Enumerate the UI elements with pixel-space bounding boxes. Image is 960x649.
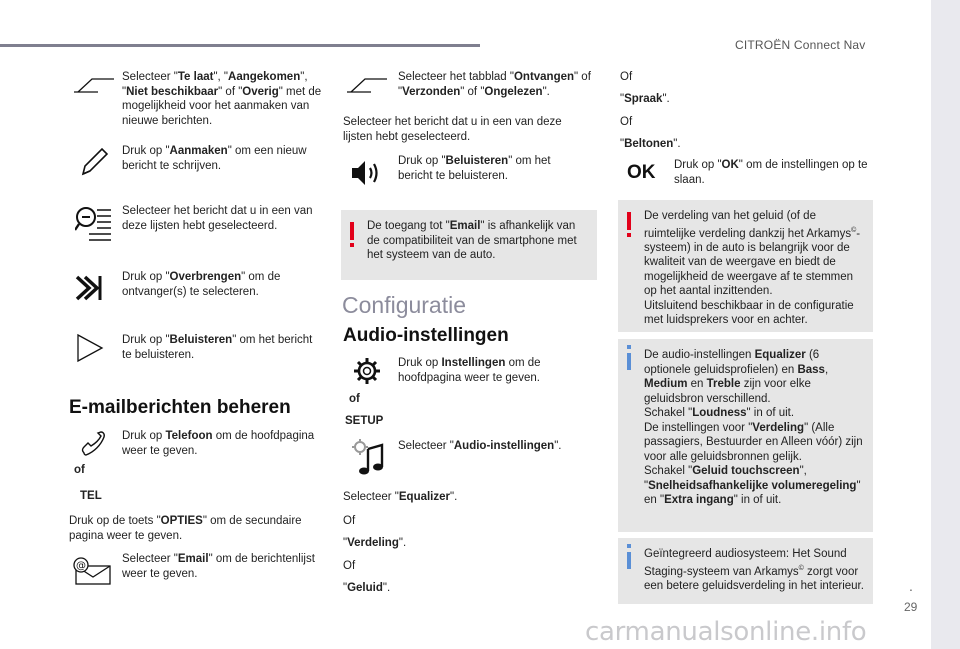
warning-icon (350, 222, 354, 240)
heading-email: E-mailberichten beheren (69, 397, 291, 418)
play-icon (76, 333, 104, 363)
col2-of-1: Of (343, 515, 356, 527)
info-note-staging (618, 538, 873, 604)
pencil-icon (80, 145, 108, 177)
col2-line-geluid: "Geluid". (343, 582, 391, 594)
email-envelope-icon (72, 556, 112, 586)
col2-step-settings: Druk op Instellingen om de hoofdpagina weer te geven. (398, 357, 541, 384)
col1-step-phone: Druk op Telefoon om de hoofdpagina weer te geven. (122, 430, 315, 457)
col2-step-listen: Druk op "Beluisteren" om het bericht te beluisteren. (398, 155, 551, 182)
ok-label: OK (627, 162, 656, 183)
parallelogram-icon (72, 76, 116, 94)
col3-of-2: Of (620, 116, 633, 128)
gear-icon (352, 356, 382, 386)
svg-text:@: @ (76, 560, 86, 572)
section-title: Configuratie (342, 292, 467, 318)
tel-label: TEL (80, 490, 102, 502)
col3-of-1: Of (620, 71, 633, 83)
col1-step-create: Druk op "Aanmaken" om een nieuw bericht te schrijven. (122, 145, 307, 172)
col1-step-status: Selecteer "Te laat", "Aangekomen", "Niet beschikbaar" of "Overig" met de mogelijkheid voor het aanmaken van nieuwe berichten. (122, 71, 322, 127)
phone-icon (80, 431, 106, 457)
or-label-col1: of (74, 464, 85, 476)
col3-line-spraak: "Spraak". (620, 93, 670, 105)
col1-para-options: Druk op de toets "OPTIES" om de secundaire pagina weer te geven. (69, 515, 302, 542)
heading-audio: Audio-instellingen (343, 325, 509, 346)
or-label-col2: of (349, 393, 360, 405)
page-edge-strip (931, 0, 960, 649)
warning-icon (627, 212, 631, 230)
col2-para-equalizer: Selecteer "Equalizer". (343, 491, 458, 503)
col2-para-select: Selecteer het bericht dat u in een van deze lijsten hebt geselecteerd. (343, 116, 562, 143)
col2-of-2: Of (343, 560, 356, 572)
col1-step-listen: Druk op "Beluisteren" om het bericht te beluisteren. (122, 334, 313, 361)
warning-text: De verdeling van het geluid (of de ruimtelijke verdeling dankzij het Arkamys©-systeem) in de auto is belangrijk voor de kwaliteit van de weergave en biedt de mogelijkheid de weergave af te stemmen op het aantal inzittenden. Uitsluitend beschikbaar in de configuratie met luidsprekers voor en achter. (644, 210, 861, 327)
col1-step-forward: Druk op "Overbrengen" om de ontvanger(s) te selecteren. (122, 271, 281, 298)
col2-line-verdeling: "Verdeling". (343, 537, 407, 549)
page-number: 29 (904, 600, 918, 614)
col1-step-email: Selecteer "Email" om de berichtenlijst weer te geven. (122, 553, 315, 580)
message-list-icon (75, 200, 113, 246)
warning-note-email (341, 210, 597, 280)
col1-step-select: Selecteer het bericht dat u in een van deze lijsten hebt geselecteerd. (122, 205, 313, 232)
forward-icon (75, 273, 105, 303)
setup-label: SETUP (345, 415, 384, 427)
info-text: Geïntegreerd audiosysteem: Het Sound Staging-systeem van Arkamys© zorgt voor een betere geluidsverdeling in het interieur. (644, 548, 864, 592)
col2-step-tabs: Selecteer het tabblad "Ontvangen" of "Verzonden" of "Ongelezen". (398, 71, 591, 98)
warning-note-arkamys (618, 200, 873, 332)
info-text: De audio-instellingen Equalizer (6 optionele geluidsprofielen) en Bass, Medium en Treble zijn voor elke geluidsbron verschillend. Schakel "Loudness" in of uit. De instellingen voor "Verdeling" (Alle passagiers, Bestuurder en Alleen vóór) zijn voor alle geluidsbronnen gelijk. Schakel "Geluid touchscreen", "Snelheidsafhankelijke volumeregeling" en "Extra ingang" in of uit. (644, 349, 863, 506)
continue-mark: . (909, 578, 913, 594)
info-icon (627, 552, 631, 569)
col2-step-audio: Selecteer "Audio-instellingen". (398, 440, 562, 452)
speaker-icon (350, 158, 384, 188)
col3-line-beltonen: "Beltonen". (620, 138, 681, 150)
parallelogram-icon (345, 76, 389, 94)
warning-text: De toegang tot "Email" is afhankelijk van de compatibiliteit van de smartphone met het systeem van de auto. (367, 220, 577, 261)
brand-header: CITROËN Connect Nav (735, 38, 866, 52)
col3-step-ok: Druk op "OK" om de instellingen op te slaan. (674, 159, 868, 186)
audio-settings-icon (350, 437, 384, 477)
header-rule (0, 44, 480, 47)
info-icon (627, 353, 631, 370)
watermark: carmanualsonline.info (585, 617, 867, 647)
info-note-equalizer (618, 339, 873, 532)
